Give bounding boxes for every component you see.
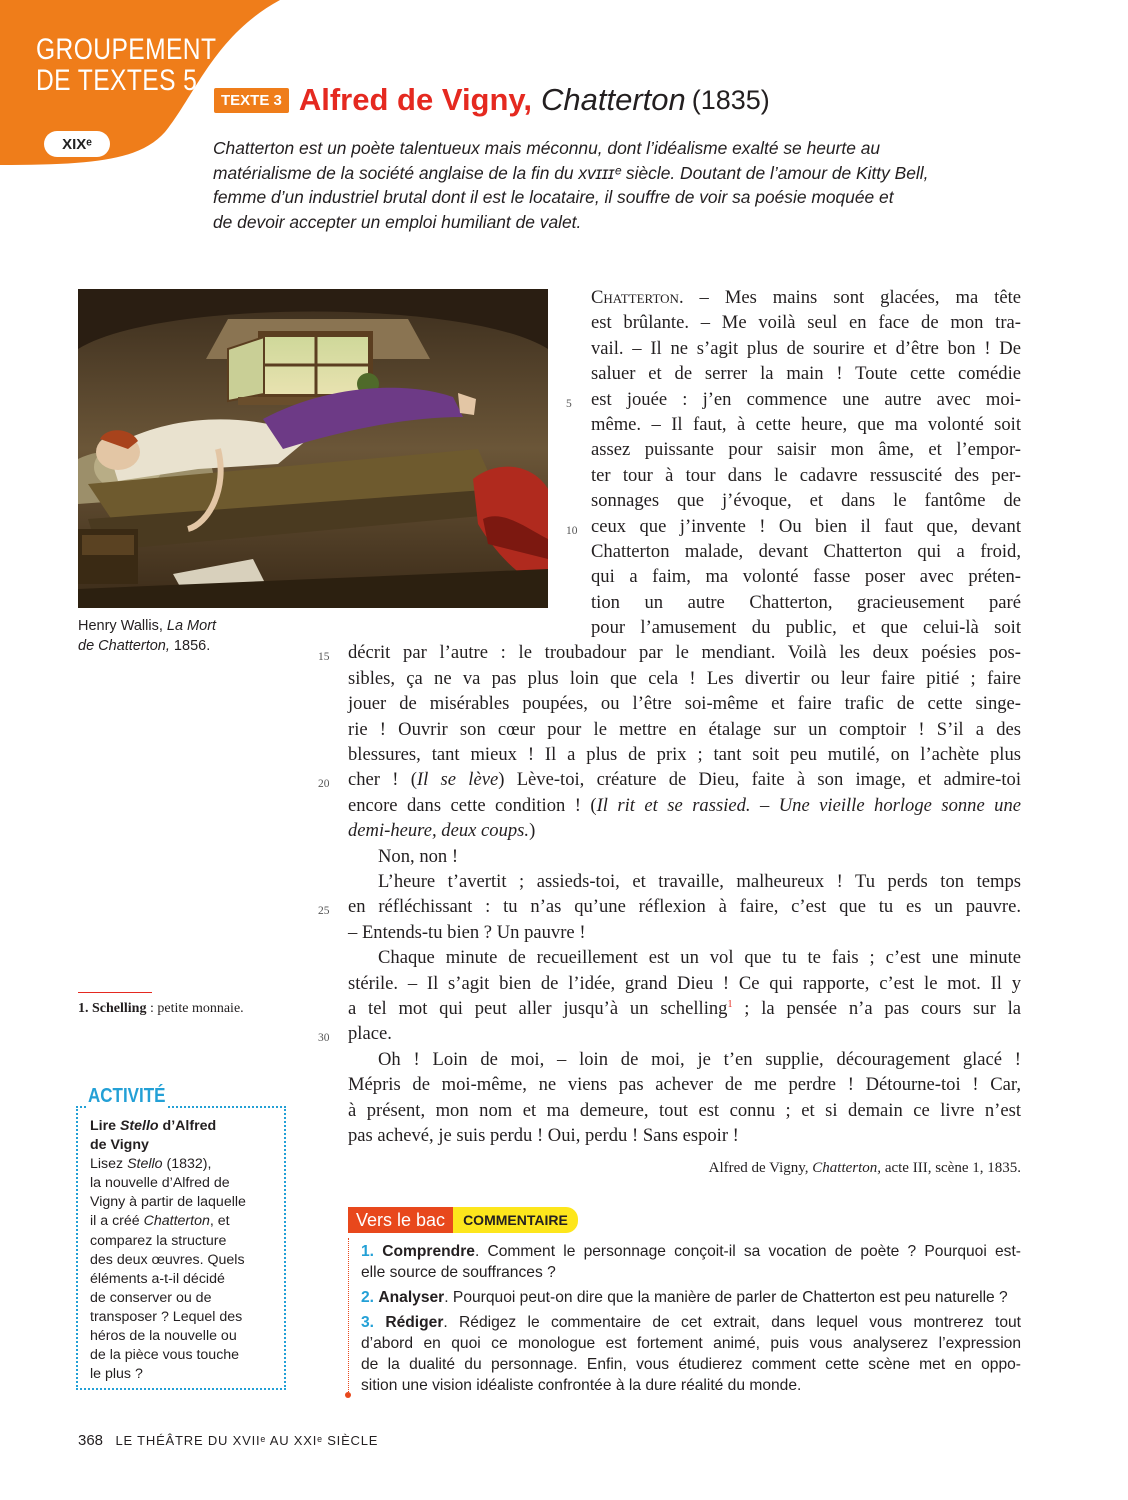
text-line — [348, 793, 1021, 818]
stage-direction: demi-heure, deux coups. — [348, 820, 530, 842]
text-line — [318, 894, 1021, 919]
page-number: 368 — [78, 1432, 104, 1449]
activity-line: de la pièce vous touche — [90, 1347, 240, 1364]
text-line-content: ceux que j’invente ! Ou bien il faut que, devant — [591, 515, 1021, 537]
text-line: Non, non ! — [378, 845, 459, 867]
source-citation — [709, 1160, 1021, 1177]
text-line-content: . – Mes mains sont glacées, ma tête — [678, 287, 1021, 308]
text-line: saluer et de serrer la main ! Toute cette comédie — [591, 363, 1021, 385]
text-line-content: en réfléchissant : tu n’as qu’une réflexion à faire, c’est que tu es un pauvre. — [348, 896, 1021, 918]
bac-header — [348, 1207, 578, 1233]
stage-direction: Il rit et se rassied. – Une vieille horloge sonne une — [596, 794, 1022, 816]
group-label — [36, 34, 216, 96]
text-line — [318, 1021, 1021, 1046]
speaker-name: Chatterton — [591, 287, 679, 308]
text-title — [214, 82, 770, 118]
text-line: assez puissante pour saisir mon âme, et l’empor- — [591, 439, 1021, 461]
question-text: . Rédigez le commentaire de cet extrait, dans lequel vous montrerez tout — [443, 1314, 1021, 1331]
activity-line: le plus ? — [90, 1366, 143, 1383]
text-line — [566, 387, 1021, 412]
source-author: Alfred de Vigny, — [708, 1160, 813, 1176]
footnote — [78, 1001, 244, 1017]
question-line: de la dualité du personnage. Enfin, vous étudierez comment cette scène met en oppo- — [361, 1356, 1021, 1373]
question-line — [361, 1287, 1021, 1308]
text-line: qui a faim, ma volonté fasse poser avec préten- — [591, 566, 1021, 588]
group-label-line2: DE TEXTES 5 — [36, 64, 198, 97]
questions-list — [361, 1241, 1021, 1396]
activity-text: Stello — [119, 1118, 159, 1134]
intro-paragraph — [213, 136, 1013, 234]
activity-text: , et — [209, 1213, 230, 1230]
text-line: ter tour à tour dans le cadavre ressuscité des per- — [591, 464, 1021, 486]
question-label: Rédiger — [385, 1314, 444, 1331]
activity-text: il a créé — [90, 1213, 144, 1230]
century-badge: XIXᵉ — [44, 131, 110, 157]
source-details: acte III, scène 1, 1835. — [881, 1160, 1021, 1176]
text-line: blessures, tant mieux ! Il a plus de prix ; tant soit peu mutilé, on l’achète plus — [348, 744, 1021, 766]
text-line: sibles, ça ne va pas plus loin que cela ! Les divertir ou leur faire pitié ; faire — [348, 667, 1021, 689]
activity-line: comparez la structure — [90, 1232, 227, 1249]
activity-line — [90, 1155, 284, 1174]
question-number: 2. — [361, 1289, 375, 1306]
question-number: 3. — [361, 1314, 375, 1331]
text-line — [318, 640, 1021, 665]
question-line — [361, 1312, 1021, 1333]
text-line-content: est jouée : j’en commence une autre avec moi- — [591, 388, 1021, 410]
text-line: Chaque minute de recueillement est un vol que tu te fais ; c’est une minute — [378, 947, 1021, 969]
line-number: 10 — [566, 524, 578, 537]
caption-title: La Mort — [166, 618, 217, 634]
activity-text: Lisez — [90, 1156, 128, 1173]
intro-line: matérialisme de la société anglaise de la fin du xᴠɪɪɪᵉ siècle. Doutant de l’amour de Kitty Bell, — [213, 162, 929, 183]
excerpt-text — [0, 285, 1128, 1148]
question-line: elle source de souffrances ? — [361, 1264, 556, 1281]
footnote-ref[interactable]: 1 — [727, 998, 733, 1010]
page-footer — [78, 1432, 378, 1450]
text-line-content: ; la pensée n’a pas cours sur la — [732, 997, 1021, 1019]
text-line: Chatterton malade, devant Chatterton qui a froid, — [591, 540, 1021, 562]
intro-line: de devoir accepter un emploi humiliant de valet. — [213, 211, 582, 232]
exercise-type-tag: COMMENTAIRE — [453, 1207, 578, 1233]
text-line: pas achevé, je suis perdu ! Oui, perdu ! Sans espoir ! — [348, 1124, 739, 1146]
text-line: sonnages que j’évoque, et dans le fantôme de — [591, 490, 1021, 512]
line-number: 5 — [566, 397, 572, 410]
work-year: (1835) — [691, 84, 770, 115]
text-line — [348, 818, 1021, 843]
text-line-content: encore dans cette condition ! ( — [348, 794, 597, 816]
text-line: jouer de misérables poupées, ou l’être soi-même et faire trafic de cette singe- — [348, 693, 1021, 715]
activity-text: Lire — [90, 1118, 120, 1134]
activity-line: Vigny à partir de laquelle — [90, 1194, 246, 1211]
activity-heading — [90, 1117, 284, 1136]
footnote-term: 1. Schelling — [78, 1001, 147, 1016]
activity-line — [90, 1212, 284, 1231]
text-line — [348, 996, 1021, 1021]
text-line: à présent, mon nom et ma demeure, tout est connu ; et si demain ce livre n’est — [348, 1099, 1021, 1121]
text-line: même. – Il faut, à cette heure, que ma volonté soit — [591, 413, 1021, 435]
text-line: rie ! Ouvrir son cœur pour le mettre en étalage sur un comptoir ! S’il a des — [348, 718, 1021, 740]
question-text: . Comment le personnage conçoit-il sa vocation de poète ? Pourquoi est- — [474, 1243, 1021, 1260]
line-number: 25 — [318, 905, 330, 918]
text-line: L’heure t’avertit ; assieds-toi, et travaille, malheureux ! Tu perds ton temps — [378, 870, 1021, 892]
caption-year: 1856. — [169, 638, 211, 654]
text-line — [591, 285, 1021, 310]
text-line: est brûlante. – Me voilà seul en face de mon tra- — [591, 312, 1021, 334]
line-number: 30 — [318, 1032, 330, 1045]
stage-direction: Il se lève — [416, 769, 499, 791]
author-name: Alfred de Vigny, — [298, 82, 532, 117]
activity-text: d’Alfred — [158, 1118, 217, 1134]
caption-author: Henry Wallis, — [78, 618, 167, 634]
text-line — [318, 767, 1021, 792]
text-line-content: ) Lève-toi, créature de Dieu, faite à son image, et admire-toi — [498, 769, 1021, 791]
text-line: stérile. – Il s’agit bien de l’idée, grand Dieu ! Ce qui rapporte, c’est le mot. Il y — [348, 972, 1021, 994]
text-line-content: cher ! ( — [348, 769, 417, 791]
footnote-divider — [78, 992, 152, 993]
activity-heading: de Vigny — [90, 1137, 149, 1154]
intro-line: Chatterton est un poète talentueux mais méconnu, dont l’idéalisme exalté se heurte au — [213, 138, 881, 158]
question-label: Analyser — [378, 1289, 445, 1306]
activity-line: transposer ? Lequel des — [90, 1308, 243, 1325]
text-line: Oh ! Loin de moi, – loin de moi, je t’en supplie, découragement glacé ! — [378, 1048, 1021, 1070]
text-line: Mépris de moi-même, ne viens pas achever de me perdre ! Détourne-toi ! Car, — [348, 1074, 1021, 1096]
intro-line: femme d’un industriel brutal dont il est le locataire, il souffre de voir sa poésie moquée et — [213, 187, 894, 207]
text-badge: TEXTE 3 — [214, 88, 289, 113]
activity-line: héros de la nouvelle ou — [90, 1328, 237, 1345]
text-line: – Entends-tu bien ? Un pauvre ! — [348, 921, 586, 943]
activity-line: de conserver ou de — [90, 1289, 212, 1306]
question-number: 1. — [361, 1243, 375, 1260]
question-label: Comprendre — [382, 1243, 475, 1260]
text-line-content: ) — [529, 820, 536, 842]
activity-line: éléments a-t-il décidé — [90, 1270, 225, 1287]
work-title: Chatterton — [540, 82, 686, 117]
text-line — [566, 514, 1021, 539]
activity-line: des deux œuvres. Quels — [90, 1251, 245, 1268]
activity-text: Stello — [127, 1156, 163, 1173]
bac-label: Vers le bac — [348, 1207, 453, 1233]
text-line: vail. – Il ne s’agit plus de sourire et d’être bon ! De — [591, 337, 1021, 359]
text-line-content: place. — [348, 1023, 392, 1045]
line-number: 20 — [318, 778, 330, 791]
group-label-line1: GROUPEMENT — [36, 33, 217, 66]
questions-box — [348, 1238, 1022, 1396]
question-line — [361, 1241, 1021, 1262]
activity-text: Chatterton — [143, 1213, 210, 1230]
activity-text: (1832), — [162, 1156, 212, 1173]
activity-title: ACTIVITÉ — [88, 1085, 166, 1107]
box-end-dot — [345, 1392, 351, 1398]
text-line-content: décrit par l’autre : le troubadour par le mendiant. Voilà les deux poésies pos- — [348, 642, 1021, 664]
line-number: 15 — [318, 651, 330, 664]
source-title: Chatterton, — [812, 1160, 882, 1176]
question-line: d’abord en quoi ce monologue est fortement animé, puis vous analyserez l’expression — [361, 1335, 1021, 1352]
footnote-definition: : petite monnaie. — [146, 1001, 244, 1016]
caption-title: de Chatterton, — [78, 638, 170, 654]
text-line: tion un autre Chatterton, gracieusement paré — [591, 591, 1021, 613]
running-title: LE THÉÂTRE DU XVIIᵉ AU XXIᵉ SIÈCLE — [115, 1433, 379, 1448]
question-line: sition une vision idéaliste confrontée à la dure réalité du monde. — [361, 1377, 802, 1394]
question-text: . Pourquoi peut-on dire que la manière de parler de Chatterton est peu naturelle ? — [444, 1289, 1008, 1306]
text-line-content: a tel mot qui peut aller jusqu’à un schelling — [348, 997, 728, 1019]
text-line: pour l’amusement du public, et que celui-là soit — [591, 617, 1021, 639]
activity-box — [76, 1106, 286, 1390]
activity-line: la nouvelle d’Alfred de — [90, 1175, 230, 1192]
